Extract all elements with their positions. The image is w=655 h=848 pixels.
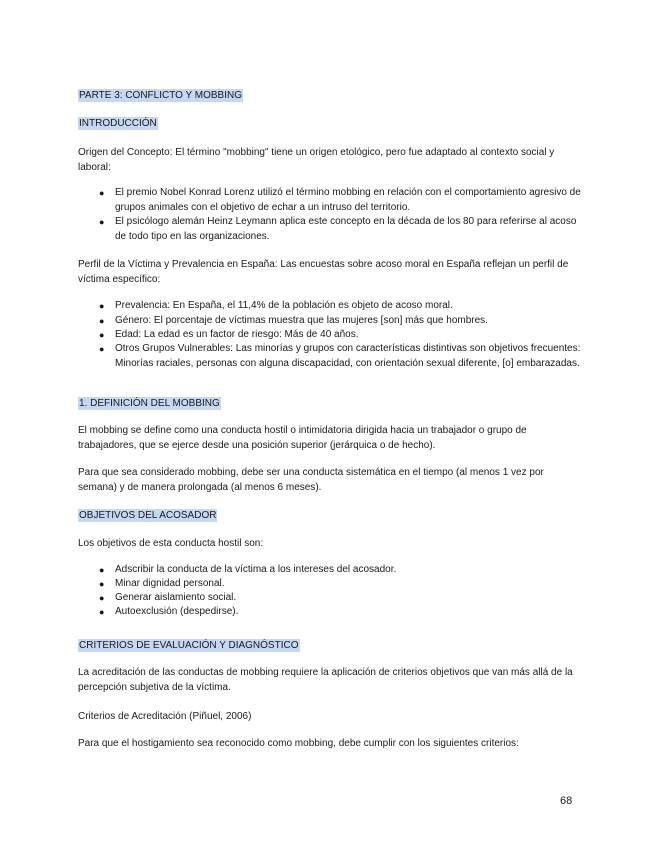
profile-paragraph: Perfil de la Víctima y Prevalencia en España: Las encuestas sobre acoso moral en España reflejan un perfil de víctima específico: [78, 259, 569, 285]
page-number: 68 [560, 795, 573, 807]
intro-heading-text: INTRODUCCIÓN [79, 118, 157, 129]
bullet-dot: ● [99, 593, 105, 603]
objectives-heading-text: OBJETIVOS DEL ACOSADOR [79, 510, 217, 521]
intro-heading [78, 117, 578, 132]
bullet-dot: ● [99, 301, 105, 311]
bullet-dot: ● [99, 330, 105, 340]
profile-bullet-1: Prevalencia: En España, el 11,4% de la población es objeto de acoso moral. [115, 300, 453, 311]
origin-paragraph: Origen del Concepto: El término "mobbing" tiene un origen etológico, pero fue adaptado al contexto social y laboral: [78, 147, 555, 173]
part-title [78, 89, 578, 104]
bullet-dot: ● [99, 579, 105, 589]
bullet-dot: ● [99, 344, 105, 354]
origin-bullet-2: El psicólogo alemán Heinz Leymann aplica este concepto en la década de los 80 para referirse al acoso de todo tipo en las organizaciones. [115, 216, 577, 242]
part-title-text: PARTE 3: CONFLICTO Y MOBBING [79, 90, 243, 101]
objectives-intro: Los objetivos de esta conducta hostil son: [78, 538, 264, 549]
criteria-heading-text: CRITERIOS DE EVALUACIÓN Y DIAGNÓSTICO [79, 640, 299, 651]
objectives-bullet-2: Minar dignidad personal. [115, 578, 225, 589]
definition-heading-text: 1. DEFINICIÓN DEL MOBBING [79, 398, 220, 409]
bullet-dot: ● [99, 607, 105, 617]
criteria-paragraph-2: Criterios de Acreditación (Piñuel, 2006) [78, 711, 252, 722]
objectives-bullet-1: Adscribir la conducta de la víctima a los intereses del acosador. [115, 564, 397, 575]
origin-bullet-1: El premio Nobel Konrad Lorenz utilizó el término mobbing en relación con el comportamiento agresivo de grupos animales con el objetivo de echar a un intruso del territorio. [115, 187, 581, 213]
bullet-dot: ● [99, 316, 105, 326]
profile-bullet-4: Otros Grupos Vulnerables: Las minorías y grupos con características distintivas son objetivos frecuentes: Minorías raciales, personas con alguna discapacidad, con orientación sexual diferente, [o] embarazadas. [115, 343, 581, 369]
bullet-dot: ● [99, 217, 105, 227]
definition-heading [78, 397, 578, 412]
criteria-paragraph-1: La acreditación de las conductas de mobbing requiere la aplicación de criterios objetivos que van más allá de la percepción subjetiva de la víctima. [78, 667, 573, 693]
definition-paragraph-1: El mobbing se define como una conducta hostil o intimidatoria dirigida hacia un trabajador o grupo de trabajadores, que se ejerce desde una posición superior (jerárquica o de hecho). [78, 425, 527, 451]
definition-paragraph-2: Para que sea considerado mobbing, debe ser una conducta sistemática en el tiempo (al menos 1 vez por semana) y de manera prolongada (al menos 6 meses). [78, 467, 544, 493]
bullet-dot: ● [99, 188, 105, 198]
objectives-bullet-3: Generar aislamiento social. [115, 592, 237, 603]
criteria-heading [78, 639, 578, 654]
profile-bullet-2: Género: El porcentaje de víctimas muestra que las mujeres [son] más que hombres. [115, 315, 488, 326]
criteria-paragraph-3: Para que el hostigamiento sea reconocido como mobbing, debe cumplir con los siguientes criterios: [78, 738, 519, 749]
bullet-dot: ● [99, 565, 105, 575]
profile-bullet-3: Edad: La edad es un factor de riesgo: Más de 40 años. [115, 329, 359, 340]
objectives-heading [78, 509, 578, 524]
objectives-bullet-4: Autoexclusión (despedirse). [115, 606, 239, 617]
